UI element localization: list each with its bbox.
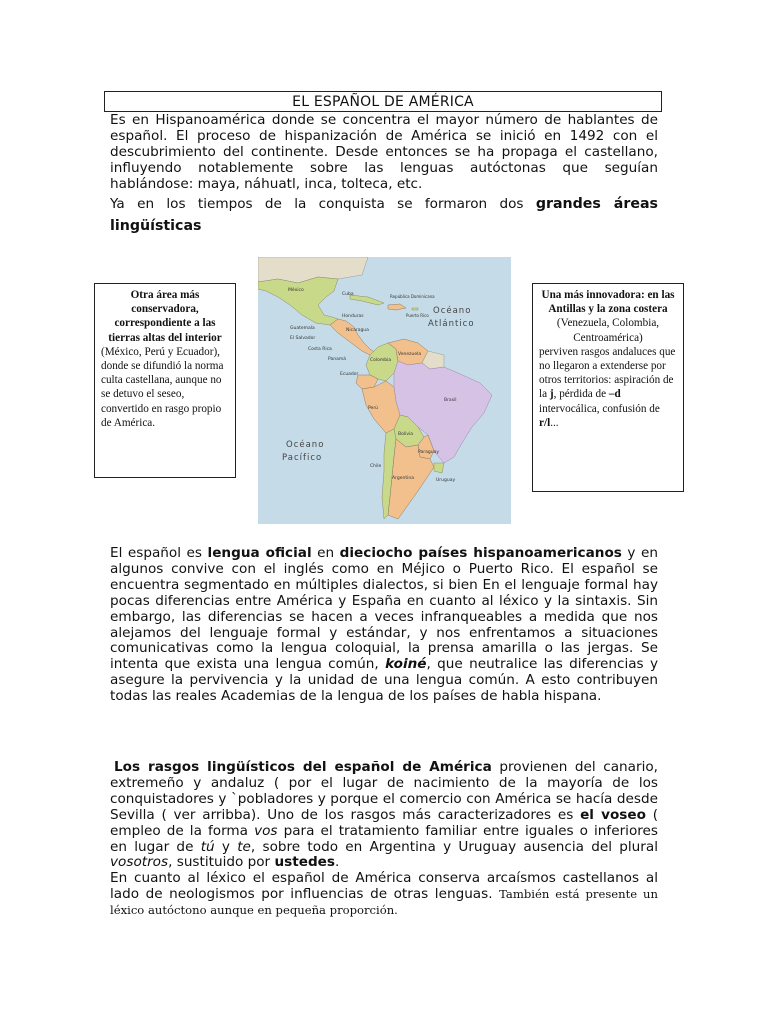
right-note-body-2: , pérdida de	[553, 388, 609, 401]
page-title: EL ESPAÑOL DE AMÉRICA	[104, 91, 662, 112]
right-note-body-4: ...	[550, 416, 559, 429]
left-note-head: Otra área más conservadora, correspondiente a las tierras altas del interior	[108, 289, 222, 344]
linguistic-features-paragraph	[110, 760, 658, 919]
bold-text: lengua oficial	[207, 545, 312, 561]
latin-america-map	[258, 257, 511, 524]
right-note-head: Una más innovadora: en las Antillas y la zona costera	[541, 289, 675, 316]
right-note-body-1: perviven rasgos andaluces que no llegaron a extenderse por otros territorios: aspiración de la	[539, 345, 676, 401]
text: El español es	[110, 545, 208, 561]
atlantic-label-1: Océano	[433, 306, 472, 316]
right-note-box	[532, 283, 684, 492]
country-label: Uruguay	[436, 478, 456, 483]
text: provienen del canario, extremeño y andaluz ( por el lugar de nacimiento de la mayoría de los conquistadores y `pobladores y porque el comercio con América se hacía desde Sevilla ( ver arribba). Uno de los rasgos más caracterizadores es	[110, 759, 658, 823]
country-label: Colombia	[370, 358, 392, 363]
country-label: Guatemala	[290, 326, 315, 331]
text: para el tratamiento familiar entre iguales o inferiores en lugar de	[110, 822, 658, 855]
country-label: Bolivia	[398, 432, 414, 437]
text: en	[311, 545, 340, 561]
italic-text: vosotros	[110, 854, 169, 871]
country-label: Paraguay	[418, 450, 440, 455]
text: , sobre todo en Argentina y Uruguay ausencia del plural	[250, 838, 658, 855]
lexicon-text: En cuanto al léxico el español de América conserva arcaísmos castellanos al lado de neologismos por influencias de otras lenguas.	[110, 870, 658, 903]
country-label: El Salvador	[290, 336, 316, 341]
right-note-d: –d	[608, 388, 621, 401]
right-note-j: j	[549, 388, 554, 401]
country-label: Honduras	[342, 314, 364, 319]
country-label: Venezuela	[398, 352, 422, 357]
official-language-paragraph	[110, 546, 658, 705]
italic-text: te	[237, 838, 251, 855]
atlantic-label-2: Atlántico	[428, 319, 475, 329]
text: , sustituido por	[168, 854, 275, 871]
bold-text: el voseo	[580, 806, 646, 823]
country-label: Nicaragua	[346, 328, 369, 333]
lexicon-serif-text: También está presente un léxico autóctono aunque en pequeña proporción.	[110, 887, 658, 918]
text: ( empleo de la forma	[110, 806, 659, 839]
country-label: México	[288, 288, 304, 293]
pacific-label-2: Pacífico	[282, 453, 323, 463]
country-label: Cuba	[342, 292, 354, 297]
bold-text: ustedes	[274, 854, 335, 871]
right-note-body-3: intervocálica, confusión de	[539, 402, 660, 415]
koine-term: koiné	[385, 656, 427, 673]
country-label: República Dominicana	[390, 294, 435, 299]
intro-bold: grandes áreas lingüísticas	[110, 195, 659, 234]
intro-text-2: Ya en los tiempos de la conquista se formaron dos	[110, 195, 536, 212]
country-label: Ecuador	[340, 372, 359, 377]
text: y	[214, 838, 238, 855]
intro-text-1: Es en Hispanoamérica donde se concentra el mayor número de hablantes de español. El proceso de hispanización de América se inició en 1492 con el descubrimiento del continente. Desde entonces se ha propaga el castellano, influyendo notablemente sobre las lenguas autóctonas que seguían hablándose: maya, náhuatl, inca, tolteca, etc.	[110, 112, 658, 192]
uruguay-shape	[434, 463, 444, 473]
left-note-box	[94, 283, 236, 478]
country-label: Perú	[368, 406, 379, 411]
country-label: Costa Rica	[308, 347, 332, 352]
italic-text: vos	[254, 822, 278, 839]
left-note-body: (México, Perú y Ecuador), donde se difundió la norma culta castellana, aunque no se detuvo el seseo, convertido en rasgo propio de América.	[101, 345, 224, 429]
bold-text: Los rasgos lingüísticos del español de América	[114, 759, 492, 775]
country-label: Brasil	[444, 398, 457, 403]
bold-text: dieciocho países hispanoamericanos	[339, 545, 622, 561]
country-label: Puerto Rico	[406, 313, 429, 318]
pacific-label-1: Océano	[286, 440, 325, 450]
country-label: Argentina	[392, 476, 414, 481]
intro-paragraph	[110, 113, 658, 237]
text: , que neutralice las diferencias y asegure la pervivencia y la unidad de una lengua común. A esto contribuyen todas las reales Academias de la lengua de los países de habla hispana.	[110, 656, 658, 705]
right-note-rl: r/l	[539, 416, 551, 429]
text: y en algunos convive con el inglés como en Méjico o Puerto Rico. El español se encuentra segmentado en múltiples dialectos, si bien En el lenguaje formal hay pocas diferencias entre América y España en cuanto al léxico y la sintaxis. Sin embargo, las diferencias se hacen a veces infranqueables a medida que nos alejamos del lenguaje formal y estándar, y nos enfrentamos a situaciones comunicativas como la lengua coloquial, la prensa amarilla o las jergas. Se intenta que exista una lengua común,	[110, 545, 658, 673]
italic-text: tú	[200, 838, 215, 855]
right-note-countries: (Venezuela, Colombia, Centroamérica)	[556, 317, 660, 344]
text: .	[335, 854, 340, 871]
country-label: Panamá	[328, 357, 347, 362]
country-label: Chile	[370, 464, 382, 469]
